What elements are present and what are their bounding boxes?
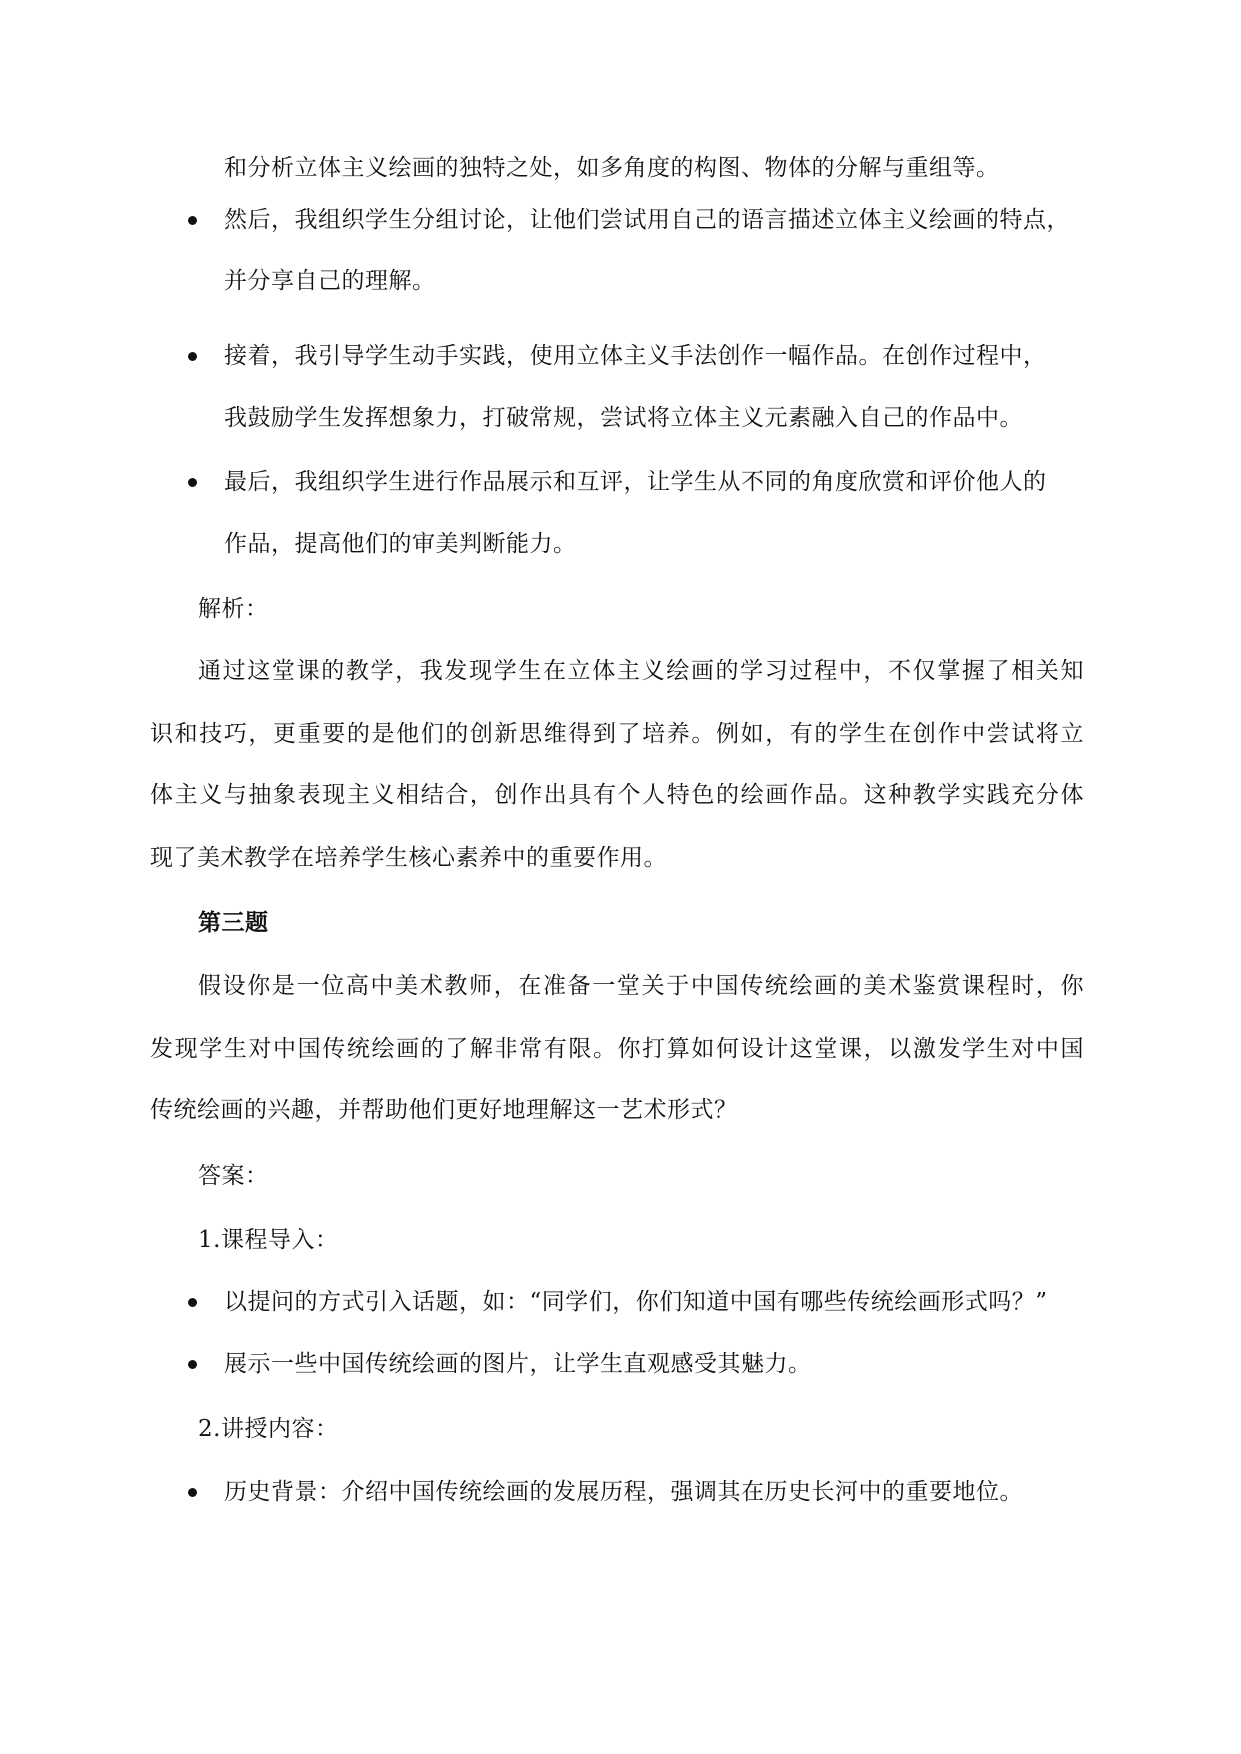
question-heading: 第三题 [198,909,269,936]
paragraph-line: 传统绘画的兴趣，并帮助他们更好地理解这一艺术形式？ [150,1097,738,1123]
list-item-text: 以提问的方式引入话题，如：“同学们，你们知道中国有哪些传统绘画形式吗？” [224,1289,1048,1315]
bullet-icon [188,1360,197,1369]
section-label: 解析： [198,596,269,622]
paragraph-line: 假设你是一位高中美术教师，在准备一堂关于中国传统绘画的美术鉴赏课程时，你 [198,973,1084,999]
list-item-text: 作品，提高他们的审美判断能力。 [224,531,577,557]
list-item-text: 展示一些中国传统绘画的图片，让学生直观感受其魅力。 [224,1351,812,1377]
subsection-heading: 2.讲授内容： [198,1416,339,1442]
bullet-icon [188,478,197,487]
list-item-text: 我鼓励学生发挥想象力，打破常规，尝试将立体主义元素融入自己的作品中。 [224,405,1023,431]
list-item-text: 历史背景：介绍中国传统绘画的发展历程，强调其在历史长河中的重要地位。 [224,1479,1023,1505]
bullet-icon [188,1488,197,1497]
answer-label: 答案： [198,1163,269,1189]
list-item-text: 最后，我组织学生进行作品展示和互评，让学生从不同的角度欣赏和评价他人的 [224,469,1047,495]
paragraph-line: 通过这堂课的教学，我发现学生在立体主义绘画的学习过程中，不仅掌握了相关知 [198,658,1084,684]
text-line: 和分析立体主义绘画的独特之处，如多角度的构图、物体的分解与重组等。 [224,155,1000,181]
paragraph-line: 现了美术教学在培养学生核心素养中的重要作用。 [150,845,667,871]
paragraph-line: 发现学生对中国传统绘画的了解非常有限。你打算如何设计这堂课，以激发学生对中国 [150,1036,1084,1062]
subsection-heading: 1.课程导入： [198,1227,339,1253]
bullet-icon [188,1298,197,1307]
list-item-text: 然后，我组织学生分组讨论，让他们尝试用自己的语言描述立体主义绘画的特点， [224,207,1070,233]
list-item-text: 并分享自己的理解。 [224,268,436,294]
list-item-text: 接着，我引导学生动手实践，使用立体主义手法创作一幅作品。在创作过程中， [224,343,1047,369]
bullet-icon [188,216,197,225]
bullet-icon [188,352,197,361]
paragraph-line: 体主义与抽象表现主义相结合，创作出具有个人特色的绘画作品。这种教学实践充分体 [150,782,1084,808]
paragraph-line: 识和技巧，更重要的是他们的创新思维得到了培养。例如，有的学生在创作中尝试将立 [150,721,1084,747]
